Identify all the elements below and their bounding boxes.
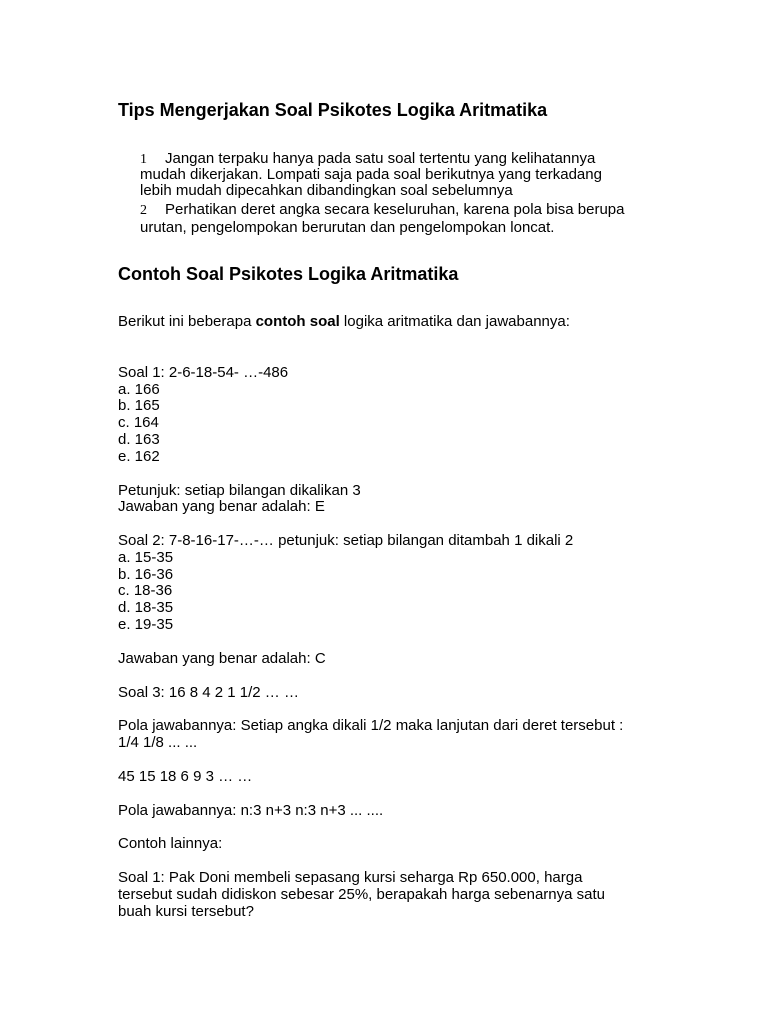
intro-text-after: logika aritmatika dan jawabannya: xyxy=(339,313,570,330)
tip-number-1: 1 xyxy=(140,152,147,167)
soal2-option-c: c. 18-36 xyxy=(118,582,173,599)
series-2: 45 15 18 6 9 3 … … xyxy=(118,768,253,785)
soal2-option-e: e. 19-35 xyxy=(118,616,174,633)
contoh-heading: Contoh Soal Psikotes Logika Aritmatika xyxy=(118,264,459,284)
soal1-question: Soal 1: 2-6-18-54- …-486 xyxy=(118,364,289,381)
contoh-lainnya-label: Contoh lainnya: xyxy=(118,835,223,852)
intro-text-before: Berikut ini beberapa xyxy=(118,313,256,330)
document-page xyxy=(118,0,678,1024)
soal1-option-d: d. 163 xyxy=(118,431,160,448)
soal1-option-a: a. 166 xyxy=(118,381,160,398)
soal2-answer: Jawaban yang benar adalah: C xyxy=(118,650,326,667)
soal3-pattern-line-2: 1/4 1/8 ... ... xyxy=(118,734,198,751)
tip-1-line-1: Jangan terpaku hanya pada satu soal tertentu yang kelihatannya xyxy=(165,150,596,167)
soal1-answer: Jawaban yang benar adalah: E xyxy=(118,498,325,515)
tip-2-line-1: Perhatikan deret angka secara keseluruhan, karena pola bisa berupa xyxy=(165,201,625,218)
tip-2-line-2: urutan, pengelompokan berurutan dan pengelompokan loncat. xyxy=(140,219,555,236)
soal2-option-b: b. 16-36 xyxy=(118,566,174,583)
soal2-option-a: a. 15-35 xyxy=(118,549,174,566)
tip-1-line-3: lebih mudah dipecahkan dibandingkan soal sebelumnya xyxy=(140,182,513,199)
tip-number-2: 2 xyxy=(140,203,147,218)
tip-1-line-2: mudah dikerjakan. Lompati saja pada soal berikutnya yang terkadang xyxy=(140,166,602,183)
intro-paragraph xyxy=(118,313,570,330)
soal1-option-c: c. 164 xyxy=(118,414,159,431)
soal2-question: Soal 2: 7-8-16-17-…-… petunjuk: setiap bilangan ditambah 1 dikali 2 xyxy=(118,532,574,549)
soal1-hint: Petunjuk: setiap bilangan dikalikan 3 xyxy=(118,482,361,499)
lainnya-soal1-line-3: buah kursi tersebut? xyxy=(118,903,254,920)
series-2-pattern: Pola jawabannya: n:3 n+3 n:3 n+3 ... .... xyxy=(118,802,384,819)
lainnya-soal1-line-2: tersebut sudah didiskon sebesar 25%, berapakah harga sebenarnya satu xyxy=(118,886,605,903)
soal1-option-e: e. 162 xyxy=(118,448,160,465)
soal1-option-b: b. 165 xyxy=(118,397,160,414)
soal3-pattern-line-1: Pola jawabannya: Setiap angka dikali 1/2 maka lanjutan dari deret tersebut : xyxy=(118,717,624,734)
intro-text-bold: contoh soal xyxy=(255,313,340,330)
tip-item-2 xyxy=(140,201,624,219)
lainnya-soal1-line-1: Soal 1: Pak Doni membeli sepasang kursi seharga Rp 650.000, harga xyxy=(118,869,583,886)
soal3-question: Soal 3: 16 8 4 2 1 1/2 … … xyxy=(118,684,299,701)
tips-heading: Tips Mengerjakan Soal Psikotes Logika Aritmatika xyxy=(118,100,548,120)
soal2-option-d: d. 18-35 xyxy=(118,599,174,616)
